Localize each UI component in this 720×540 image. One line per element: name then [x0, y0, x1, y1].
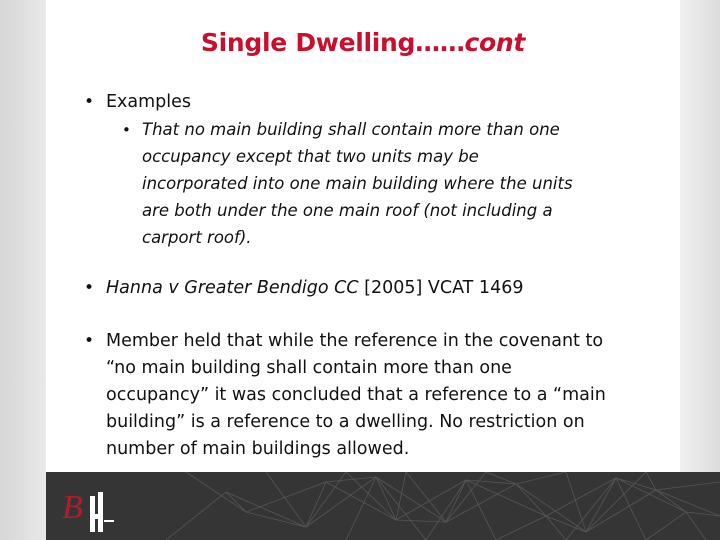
body-line: occupancy” it was concluded that a reference to a “main	[106, 385, 606, 405]
case-citation-number: [2005] VCAT 1469	[358, 278, 524, 298]
body-line: number of main buildings allowed.	[106, 439, 410, 459]
bullet-examples-label: Examples	[106, 92, 192, 112]
bw-logo-icon	[60, 480, 150, 536]
sub-bullet-line: That no main building shall contain more than one	[142, 120, 560, 139]
body-line: Member held that while the reference in the covenant to	[106, 331, 604, 351]
title-suffix: cont	[464, 28, 526, 57]
bullet-dot: •	[84, 92, 95, 112]
sub-bullet-line: incorporated into one main building where the units	[142, 174, 573, 193]
sub-bullet-line: occupancy except that two units may be	[142, 147, 479, 166]
bullet-dot: •	[84, 278, 95, 298]
case-name: Hanna v Greater Bendigo CC	[106, 278, 359, 298]
case-citation	[106, 275, 523, 302]
body-line: building” is a reference to a dwelling. No restriction on	[106, 412, 585, 432]
sub-bullet-line: carport roof).	[142, 228, 252, 247]
right-background-strip	[680, 0, 720, 540]
slide-body	[46, 0, 680, 472]
footer-bar	[46, 472, 720, 540]
slide-content	[46, 0, 680, 472]
sub-bullet-dot: •	[122, 121, 131, 139]
body-line: “no main building shall contain more than one	[106, 358, 512, 378]
bullet-dot: •	[84, 331, 95, 351]
sub-bullet-line: are both under the one main roof (not including a	[142, 201, 553, 220]
left-background-strip	[0, 0, 46, 540]
title-main: Single Dwelling……	[200, 28, 465, 57]
svg-text:B: B	[62, 489, 83, 526]
